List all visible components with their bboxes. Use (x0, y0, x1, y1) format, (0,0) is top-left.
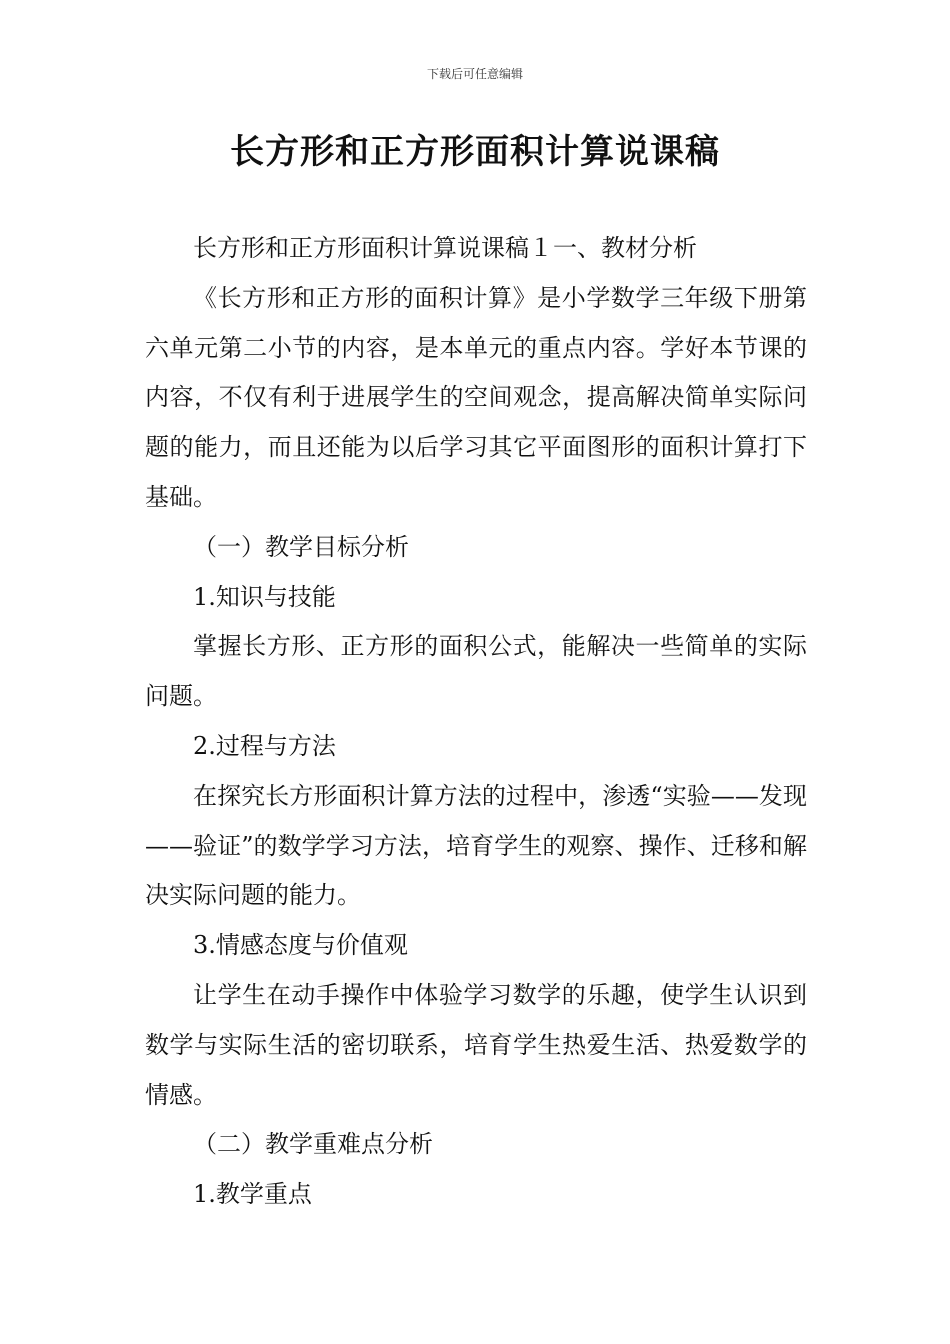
paragraph: 《长方形和正方形的面积计算》是小学数学三年级下册第六单元第二小节的内容，是本单元的重点内容。学好本节课的内容，不仅有利于进展学生的空间观念，提高解决简单实际问题的能力，而且还能为以后学习其它平面图形的面积计算打下基础。 (145, 283, 807, 511)
subsection-heading: （二）教学重难点分析 (193, 1130, 433, 1159)
document-title: 长方形和正方形面积计算说课稿 (230, 132, 720, 172)
document-body (145, 224, 807, 1220)
item-heading: 1.知识与技能 (193, 582, 336, 611)
paragraph: 在探究长方形面积计算方法的过程中，渗透“实验——发现——验证”的数学学习方法，培育学生的观察、操作、迁移和解决实际问题的能力。 (145, 781, 807, 910)
item-heading: 3.情感态度与价值观 (193, 931, 408, 960)
subsection-heading: （一）教学目标分析 (193, 532, 409, 561)
item-heading: 1.教学重点 (193, 1180, 312, 1209)
header-note: 下载后可任意编辑 (426, 67, 523, 81)
paragraph: 掌握长方形、正方形的面积公式，能解决一些简单的实际问题。 (145, 632, 807, 711)
section-heading: 长方形和正方形面积计算说课稿１一、教材分析 (193, 234, 697, 262)
item-heading: 2.过程与方法 (193, 731, 336, 760)
paragraph: 让学生在动手操作中体验学习数学的乐趣，使学生认识到数学与实际生活的密切联系，培育学生热爱生活、热爱数学的情感。 (145, 980, 807, 1109)
